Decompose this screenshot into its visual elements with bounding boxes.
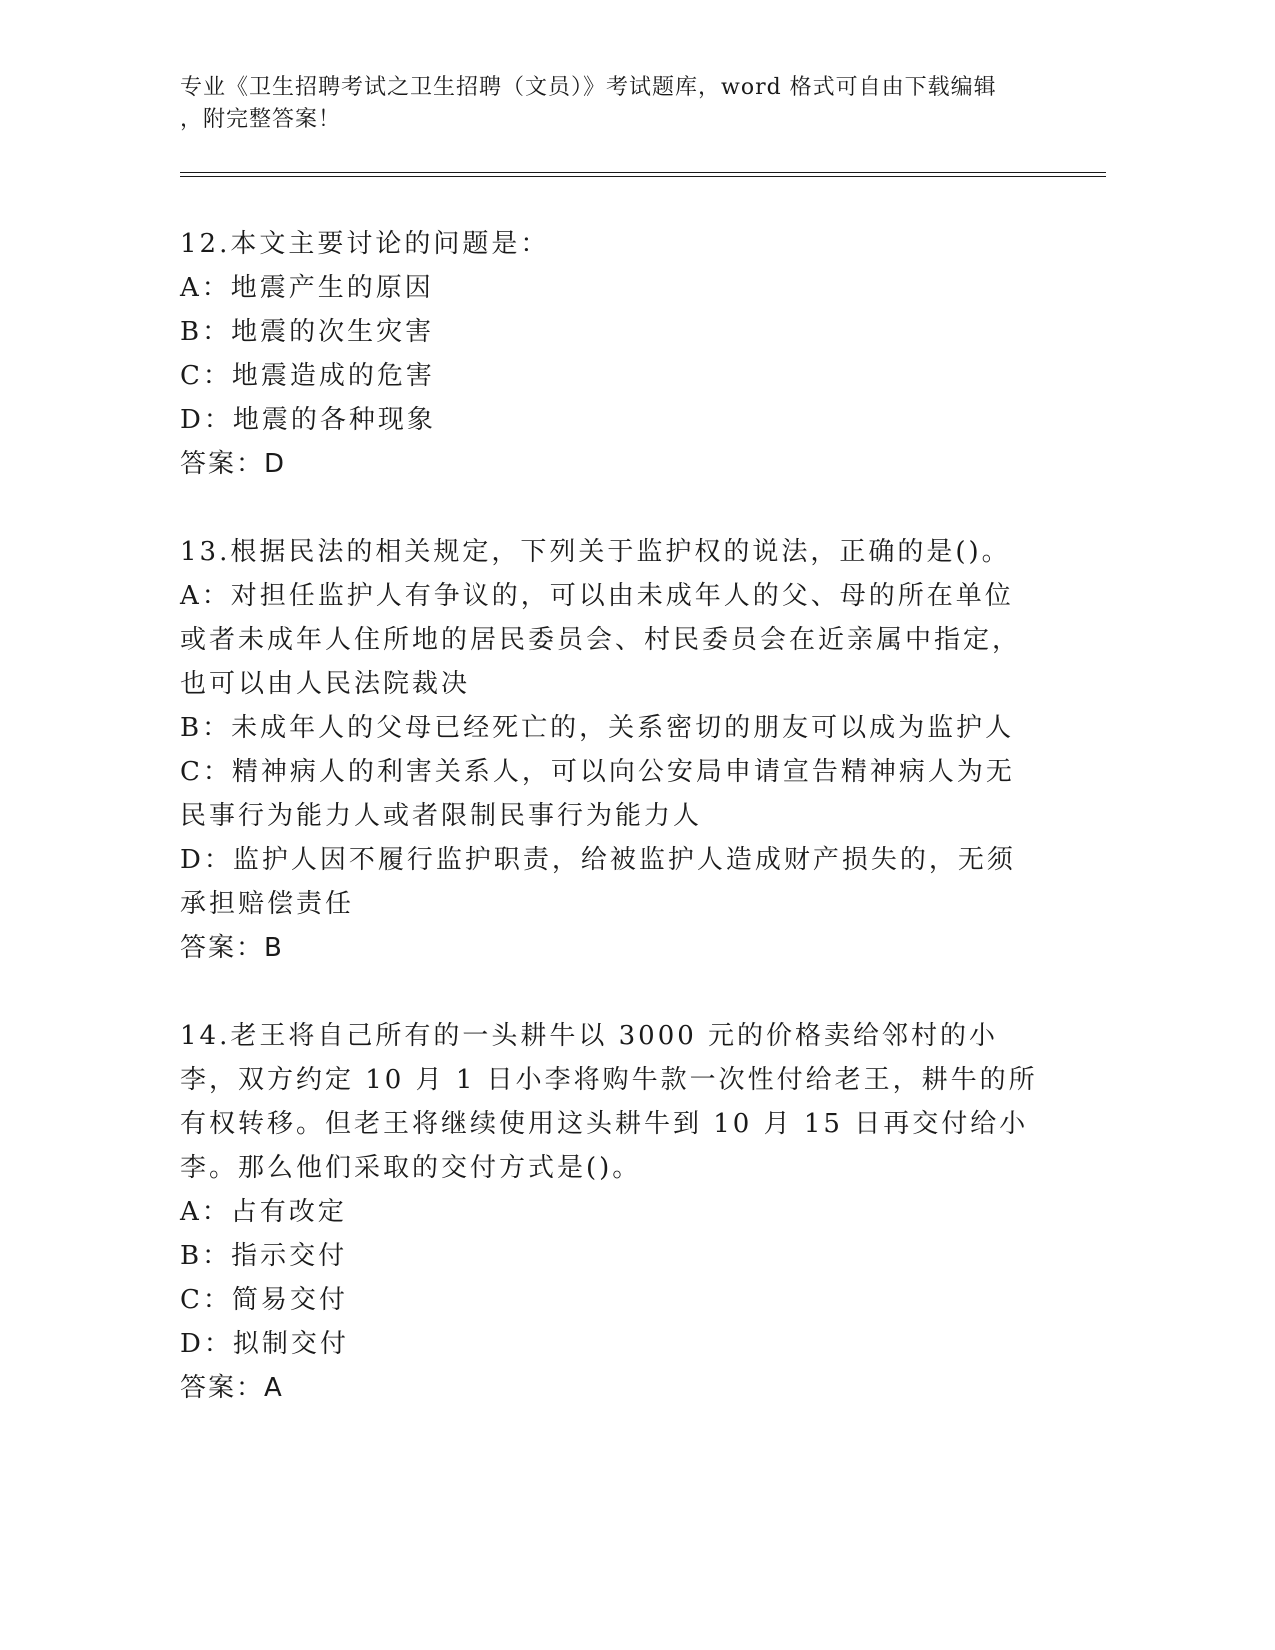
option-b: B：未成年人的父母已经死亡的，关系密切的朋友可以成为监护人 (180, 713, 1015, 743)
option-c: C：精神病人的利害关系人，可以向公安局申请宣告精神病人为无民事行为能力人或者限制民事行为能力人 (180, 757, 1015, 831)
option-b: B：地震的次生灾害 (180, 317, 435, 347)
question-text: 13.根据民法的相关规定，下列关于监护权的说法，正确的是()。 (180, 537, 1011, 567)
question-13 (180, 530, 1040, 970)
option-d: D：拟制交付 (180, 1329, 349, 1359)
question-text: 12.本文主要讨论的问题是： (180, 229, 550, 259)
header-divider-top (180, 172, 1106, 173)
header-line-1: 专业《卫生招聘考试之卫生招聘（文员）》考试题库，word 格式可自由下载编辑 (180, 75, 997, 100)
option-a: A：占有改定 (180, 1197, 347, 1227)
header-divider-bottom (180, 176, 1106, 177)
question-12 (180, 222, 1040, 486)
header-line-2: ，附完整答案！ (180, 107, 342, 132)
option-c: C：简易交付 (180, 1285, 348, 1315)
document-header (180, 72, 1040, 136)
answer: 答案：B (180, 933, 284, 963)
option-d: D：监护人因不履行监护职责，给被监护人造成财产损失的，无须承担赔偿责任 (180, 845, 1016, 919)
option-a: A：对担任监护人有争议的，可以由未成年人的父、母的所在单位或者未成年人住所地的居民委员会、村民委员会在近亲属中指定，也可以由人民法院裁决 (180, 581, 1022, 699)
answer: 答案：D (180, 449, 287, 479)
question-list (180, 222, 1040, 1454)
option-b: B：指示交付 (180, 1241, 348, 1271)
question-text: 14.老王将自己所有的一头耕牛以 3000 元的价格卖给邻村的小李，双方约定 10 月 1 日小李将购牛款一次性付给老王，耕牛的所有权转移。但老王将继续使用这头耕牛到 10 月 15 日再交付给小李。那么他们采取的交付方式是()。 (180, 1021, 1038, 1183)
option-c: C：地震造成的危害 (180, 361, 435, 391)
option-d: D：地震的各种现象 (180, 405, 436, 435)
answer: 答案：A (180, 1373, 284, 1403)
question-14 (180, 1014, 1040, 1410)
option-a: A：地震产生的原因 (180, 273, 434, 303)
